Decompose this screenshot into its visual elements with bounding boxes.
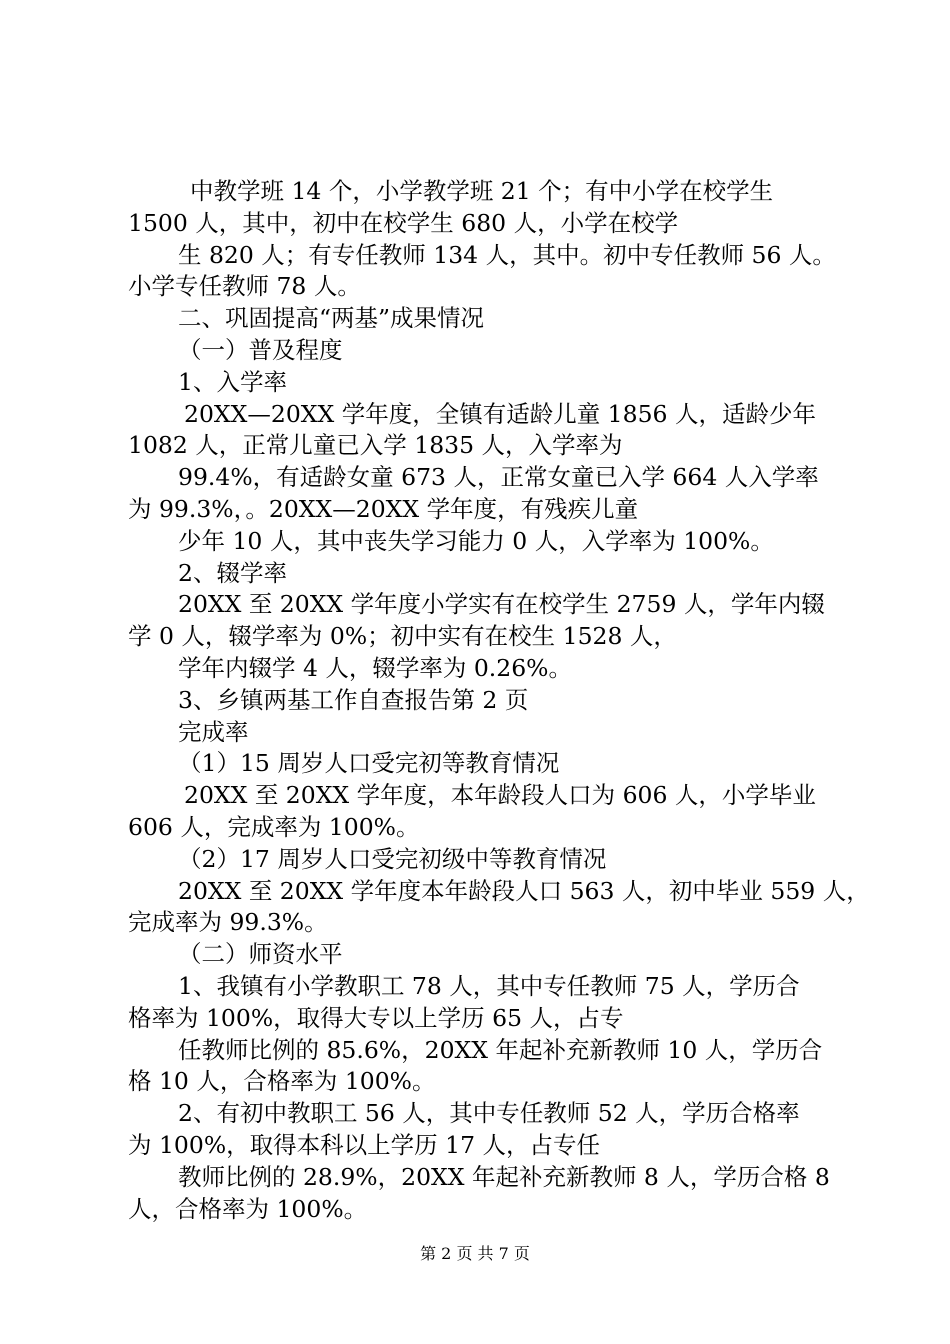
- document-body: [128, 176, 870, 1225]
- text-line: 人，合格率为 100%。: [128, 1194, 368, 1223]
- text-line: 20XX—20XX 学年度，全镇有适龄儿童 1856 人，适龄少年: [184, 399, 816, 428]
- page-footer: 第 2 页 共 7 页: [420, 1244, 530, 1263]
- text-line: 完成率: [178, 717, 249, 746]
- text-line: 小学专任教师 78 人。: [128, 272, 361, 301]
- text-line: 中教学班 14 个，小学教学班 21 个；有中小学在校学生: [190, 177, 774, 205]
- text-line: 生 820 人；有专任教师 134 人，其中。初中专任教师 56 人。: [178, 240, 836, 269]
- sub-item-heading: （1）15 周岁人口受完初等教育情况: [178, 749, 560, 778]
- subsection-heading: （二）师资水平: [178, 940, 343, 969]
- text-line: 1500 人，其中，初中在校学生 680 人，小学在校学: [128, 208, 679, 237]
- text-line: 格 10 人，合格率为 100%。: [128, 1067, 436, 1096]
- text-line: 为 100%，取得本科以上学历 17 人，占专任: [128, 1130, 600, 1159]
- text-line: 格率为 100%，取得大专以上学历 65 人，占专: [128, 1003, 624, 1032]
- text-line: 606 人，完成率为 100%。: [128, 812, 420, 841]
- text-line: 少年 10 人，其中丧失学习能力 0 人，入学率为 100%。: [178, 526, 774, 555]
- section-heading: 二、巩固提高“两基”成果情况: [178, 304, 485, 333]
- text-line: 完成率为 99.3%。: [128, 908, 328, 937]
- text-line: 任教师比例的 85.6%，20XX 年起补充新教师 10 人，学历合: [178, 1035, 823, 1064]
- text-line: 学年内辍学 4 人，辍学率为 0.26%。: [178, 653, 573, 682]
- text-line: 1、我镇有小学教职工 78 人，其中专任教师 75 人，学历合: [178, 971, 800, 1000]
- text-line: 20XX 至 20XX 学年度本年龄段人口 563 人，初中毕业 559 人，: [178, 876, 870, 905]
- item-heading: 3、乡镇两基工作自查报告第 2 页: [178, 685, 529, 714]
- text-line: 学 0 人，辍学率为 0%；初中实有在校生 1528 人，: [128, 622, 677, 651]
- sub-item-heading: （2）17 周岁人口受完初级中等教育情况: [178, 844, 607, 873]
- item-heading: 2、辍学率: [178, 558, 287, 587]
- text-line: 2、有初中教职工 56 人，其中专任教师 52 人，学历合格率: [178, 1099, 800, 1128]
- text-line: 20XX 至 20XX 学年度，本年龄段人口为 606 人，小学毕业: [184, 781, 816, 810]
- subsection-heading: （一）普及程度: [178, 335, 343, 364]
- text-line: 20XX 至 20XX 学年度小学实有在校学生 2759 人，学年内辍: [178, 590, 825, 619]
- text-line: 教师比例的 28.9%，20XX 年起补充新教师 8 人，学历合格 8: [178, 1162, 830, 1191]
- text-line: 为 99.3%，。20XX—20XX 学年度，有残疾儿童: [128, 494, 639, 523]
- item-heading: 1、入学率: [178, 367, 287, 396]
- text-line: 1082 人，正常儿童已入学 1835 人，入学率为: [128, 431, 623, 460]
- text-line: 99.4%，有适龄女童 673 人，正常女童已入学 664 人入学率: [178, 463, 819, 492]
